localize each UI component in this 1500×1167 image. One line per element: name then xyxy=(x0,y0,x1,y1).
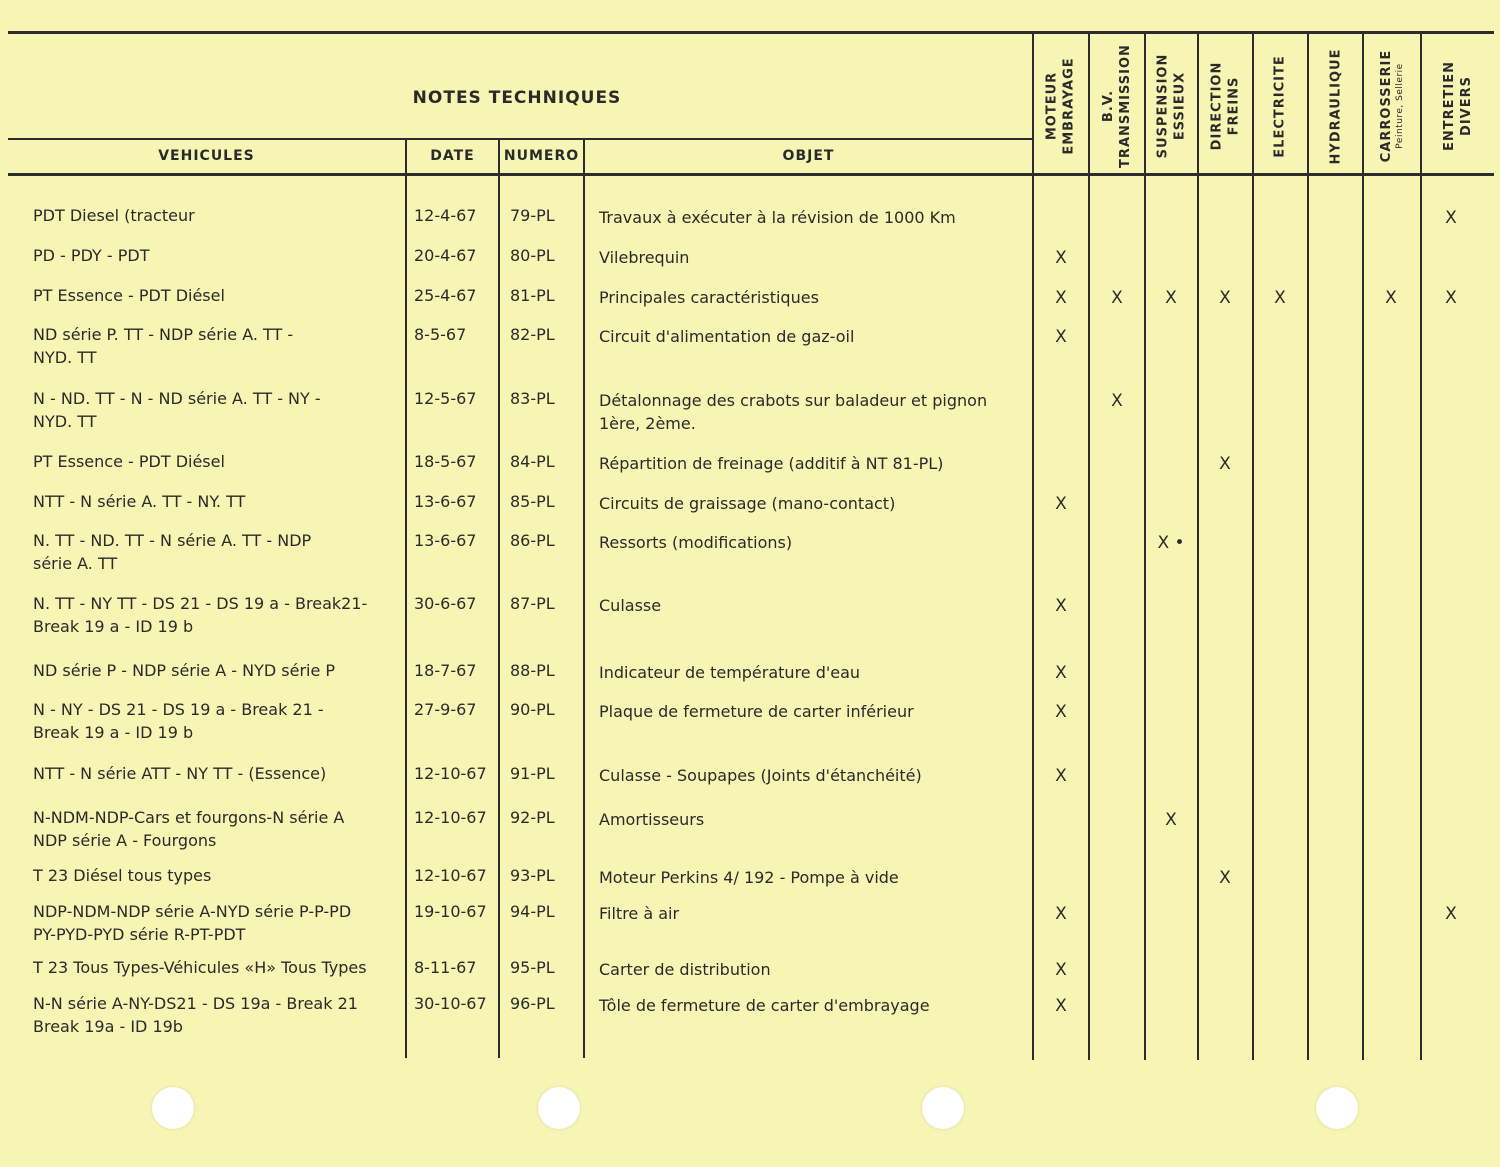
check-mark: X xyxy=(1445,288,1457,308)
check-mark: X xyxy=(1055,663,1067,683)
check-mark: X xyxy=(1055,248,1067,268)
cell-numero: 94-PL xyxy=(510,902,555,921)
check-mark: X • xyxy=(1157,533,1185,553)
check-mark: X xyxy=(1055,702,1067,722)
cat-header-moteur-line2: EMBRAYAGE xyxy=(1062,57,1077,155)
check-mark: X xyxy=(1219,288,1231,308)
cell-date: 12-4-67 xyxy=(414,206,477,225)
binder-hole xyxy=(922,1087,964,1129)
header-bottom-rule xyxy=(8,173,1494,176)
cell-date: 13-6-67 xyxy=(414,531,477,550)
cell-numero: 93-PL xyxy=(510,866,555,885)
cat-header-entretien-line1: ENTRETIEN xyxy=(1442,61,1458,151)
cat-header-transmission-line1: B.V. xyxy=(1101,89,1116,123)
cell-numero: 83-PL xyxy=(510,389,555,408)
cat-header-hydraulique xyxy=(1309,40,1362,172)
cell-objet: Travaux à exécuter à la révision de 1000 Km xyxy=(599,208,956,227)
cell-vehicules: PT Essence - PDT Diésel xyxy=(33,286,225,305)
cell-vehicules: N. TT - NY TT - DS 21 - DS 19 a - Break21- xyxy=(33,594,368,613)
cat-header-moteur xyxy=(1034,40,1088,172)
cell-date: 19-10-67 xyxy=(414,902,487,921)
cat-header-entretien xyxy=(1422,40,1494,172)
cell-objet: Culasse xyxy=(599,596,662,615)
cell-date: 8-11-67 xyxy=(414,958,477,977)
col-header-numero: NUMERO xyxy=(503,148,580,164)
header-divider xyxy=(8,138,1034,140)
cat-header-carrosserie xyxy=(1364,40,1420,172)
page-title: NOTES TECHNIQUES xyxy=(412,88,622,108)
cell-objet: Moteur Perkins 4/ 192 - Pompe à vide xyxy=(599,868,899,887)
cat-header-direction-line2: FREINS xyxy=(1226,76,1242,136)
body-vline-objet xyxy=(583,176,585,1058)
cell-date: 12-10-67 xyxy=(414,866,487,885)
col-header-objet: OBJET xyxy=(782,148,835,164)
cell-objet: Principales caractéristiques xyxy=(599,288,819,307)
check-mark: X xyxy=(1055,904,1067,924)
cell-vehicules: PY-PYD-PYD série R-PT-PDT xyxy=(33,925,246,944)
cell-vehicules: ND série P - NDP série A - NYD série P xyxy=(33,661,336,680)
cell-vehicules: NYD. TT xyxy=(33,412,97,431)
cell-vehicules: PT Essence - PDT Diésel xyxy=(33,452,225,471)
cat-vline-2 xyxy=(1144,33,1146,1060)
cell-vehicules: Break 19 a - ID 19 b xyxy=(33,723,194,742)
cell-vehicules: N-NDM-NDP-Cars et fourgons-N série A xyxy=(33,808,345,827)
cell-numero: 85-PL xyxy=(510,492,555,511)
cell-vehicules: PD - PDY - PDT xyxy=(33,246,150,265)
col-header-vehicules: VEHICULES xyxy=(158,148,255,164)
cat-header-suspension xyxy=(1146,40,1197,172)
cell-vehicules: NYD. TT xyxy=(33,348,97,367)
cat-header-transmission xyxy=(1090,40,1144,172)
cell-objet: Culasse - Soupapes (Joints d'étanchéité) xyxy=(599,766,922,785)
body-vline-date xyxy=(405,176,407,1058)
cell-vehicules: série A. TT xyxy=(33,554,118,573)
cat-header-carrosserie-line1: CARROSSERIE xyxy=(1379,49,1394,163)
binder-hole xyxy=(538,1087,580,1129)
cell-date: 30-10-67 xyxy=(414,994,487,1013)
cat-header-moteur-line1: MOTEUR xyxy=(1045,71,1060,141)
check-mark: X xyxy=(1111,288,1123,308)
cat-vline-1 xyxy=(1088,33,1090,1060)
check-mark: X xyxy=(1111,391,1123,411)
top-rule xyxy=(8,31,1494,34)
cat-vline-4 xyxy=(1252,33,1254,1060)
cat-header-direction-line1: DIRECTION xyxy=(1209,61,1225,151)
check-mark: X xyxy=(1055,596,1067,616)
cell-date: 12-10-67 xyxy=(414,808,487,827)
cell-vehicules: N. TT - ND. TT - N série A. TT - NDP xyxy=(33,531,312,550)
cat-header-carrosserie-sub: Peinture, Sellerie xyxy=(1395,63,1405,149)
cell-objet: Détalonnage des crabots sur baladeur et pignon xyxy=(599,391,988,410)
cell-objet: Filtre à air xyxy=(599,904,680,923)
cat-vline-7 xyxy=(1420,33,1422,1060)
binder-hole xyxy=(1316,1087,1358,1129)
cell-objet: Ressorts (modifications) xyxy=(599,533,793,552)
check-mark: X xyxy=(1274,288,1286,308)
cat-vline-6 xyxy=(1362,33,1364,1060)
check-mark: X xyxy=(1055,766,1067,786)
cell-numero: 90-PL xyxy=(510,700,555,719)
cell-numero: 91-PL xyxy=(510,764,555,783)
cat-header-electricite-line1: ELECTRICITE xyxy=(1273,54,1288,158)
cat-vline-0 xyxy=(1032,33,1034,1060)
cell-objet: Répartition de freinage (additif à NT 81-PL) xyxy=(599,454,944,473)
cell-date: 18-7-67 xyxy=(414,661,477,680)
cell-numero: 82-PL xyxy=(510,325,555,344)
cell-date: 27-9-67 xyxy=(414,700,477,719)
cell-vehicules: Break 19a - ID 19b xyxy=(33,1017,183,1036)
cell-numero: 86-PL xyxy=(510,531,555,550)
cell-vehicules: NDP-NDM-NDP série A-NYD série P-P-PD xyxy=(33,902,352,921)
check-mark: X xyxy=(1219,868,1231,888)
cell-vehicules: NTT - N série ATT - NY TT - (Essence) xyxy=(33,764,327,783)
col-header-date: DATE xyxy=(430,148,475,164)
cell-vehicules: N-N série A-NY-DS21 - DS 19a - Break 21 xyxy=(33,994,358,1013)
body-vline-numero xyxy=(498,176,500,1058)
cell-vehicules: N - NY - DS 21 - DS 19 a - Break 21 - xyxy=(33,700,324,719)
cat-header-hydraulique-line1: HYDRAULIQUE xyxy=(1328,48,1344,164)
cell-objet: Circuits de graissage (mano-contact) xyxy=(599,494,896,513)
binder-hole xyxy=(152,1087,194,1129)
cat-header-entretien-line2: DIVERS xyxy=(1459,76,1475,136)
check-mark: X xyxy=(1055,288,1067,308)
cat-header-suspension-line2: ESSIEUX xyxy=(1172,71,1188,141)
cat-vline-3 xyxy=(1197,33,1199,1060)
cell-objet: 1ère, 2ème. xyxy=(599,414,696,433)
cell-vehicules: ND série P. TT - NDP série A. TT - xyxy=(33,325,294,344)
cell-objet: Tôle de fermeture de carter d'embrayage xyxy=(599,996,930,1015)
cat-header-transmission-line2: TRANSMISSION xyxy=(1118,44,1133,168)
cell-numero: 87-PL xyxy=(510,594,555,613)
cell-objet: Plaque de fermeture de carter inférieur xyxy=(599,702,914,721)
check-mark: X xyxy=(1165,288,1177,308)
check-mark: X xyxy=(1219,454,1231,474)
cell-numero: 95-PL xyxy=(510,958,555,977)
cell-date: 20-4-67 xyxy=(414,246,477,265)
cell-numero: 92-PL xyxy=(510,808,555,827)
cell-date: 18-5-67 xyxy=(414,452,477,471)
cell-numero: 80-PL xyxy=(510,246,555,265)
cat-header-electricite xyxy=(1254,40,1307,172)
check-mark: X xyxy=(1445,208,1457,228)
cell-objet: Amortisseurs xyxy=(599,810,705,829)
check-mark: X xyxy=(1055,494,1067,514)
cell-numero: 96-PL xyxy=(510,994,555,1013)
cell-date: 12-5-67 xyxy=(414,389,477,408)
cell-objet: Carter de distribution xyxy=(599,960,771,979)
cell-objet: Indicateur de température d'eau xyxy=(599,663,861,682)
cell-vehicules: NTT - N série A. TT - NY. TT xyxy=(33,492,246,511)
check-mark: X xyxy=(1055,996,1067,1016)
cell-vehicules: T 23 Tous Types-Véhicules «H» Tous Types xyxy=(33,958,367,977)
check-mark: X xyxy=(1445,904,1457,924)
check-mark: X xyxy=(1055,327,1067,347)
check-mark: X xyxy=(1385,288,1397,308)
cell-objet: Circuit d'alimentation de gaz-oil xyxy=(599,327,855,346)
cat-header-direction xyxy=(1199,40,1252,172)
cell-date: 25-4-67 xyxy=(414,286,477,305)
cell-vehicules: N - ND. TT - N - ND série A. TT - NY - xyxy=(33,389,321,408)
cat-vline-5 xyxy=(1307,33,1309,1060)
cell-date: 12-10-67 xyxy=(414,764,487,783)
cell-numero: 79-PL xyxy=(510,206,555,225)
cell-vehicules: T 23 Diésel tous types xyxy=(33,866,212,885)
cell-objet: Vilebrequin xyxy=(599,248,690,267)
check-mark: X xyxy=(1055,960,1067,980)
cat-header-suspension-line1: SUSPENSION xyxy=(1155,53,1171,159)
cell-vehicules: PDT Diesel (tracteur xyxy=(33,206,195,225)
cell-date: 8-5-67 xyxy=(414,325,467,344)
cell-date: 30-6-67 xyxy=(414,594,477,613)
cell-date: 13-6-67 xyxy=(414,492,477,511)
cell-numero: 84-PL xyxy=(510,452,555,471)
cell-numero: 81-PL xyxy=(510,286,555,305)
cell-vehicules: NDP série A - Fourgons xyxy=(33,831,217,850)
cell-numero: 88-PL xyxy=(510,661,555,680)
check-mark: X xyxy=(1165,810,1177,830)
cell-vehicules: Break 19 a - ID 19 b xyxy=(33,617,194,636)
